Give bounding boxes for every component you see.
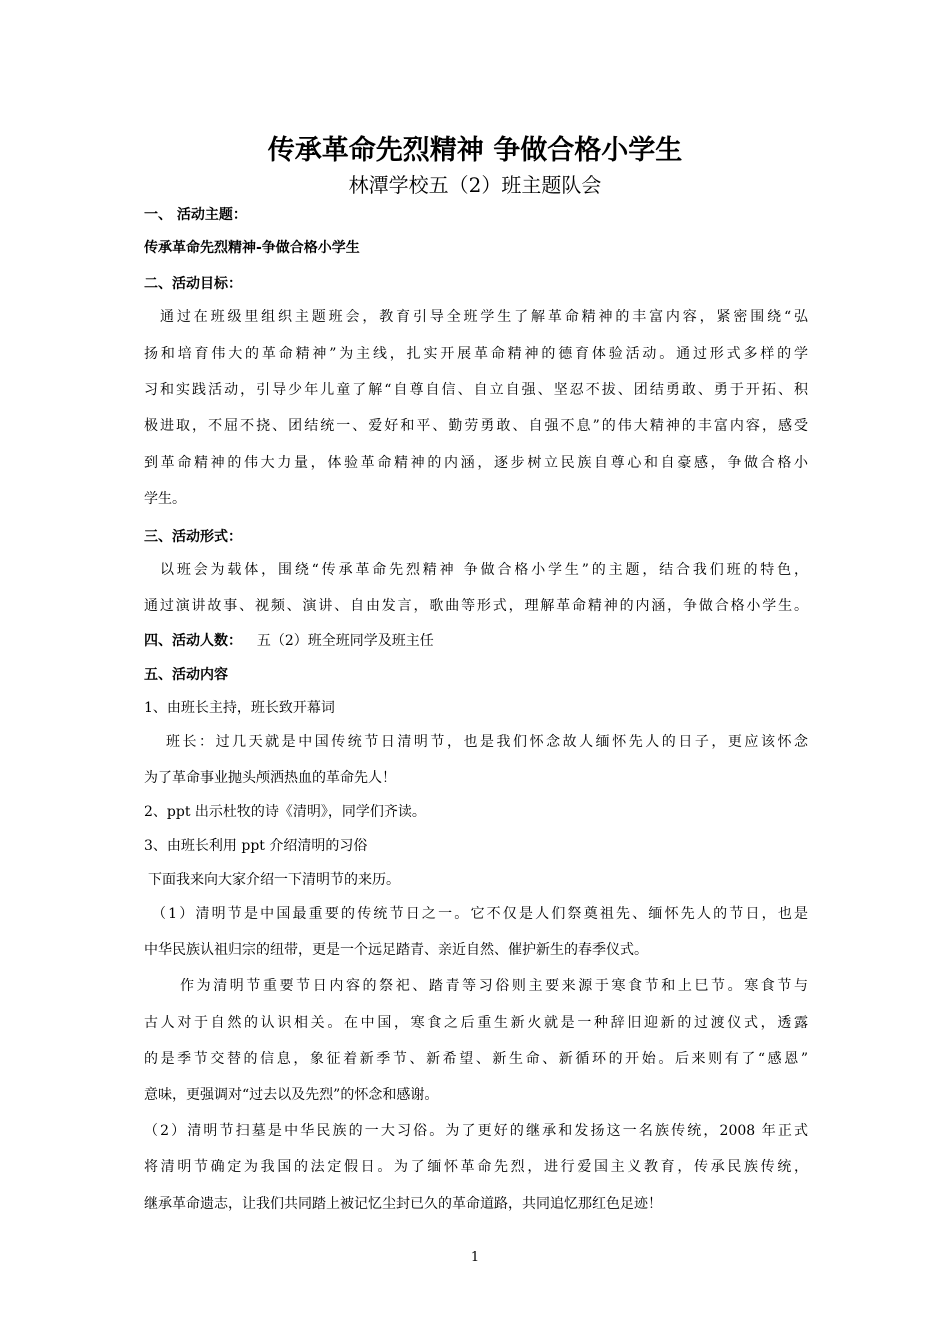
- content-line: 将清明节确定为我国的法定假日。为了缅怀革命先烈，进行爱国主义教育，传承民族传统，: [144, 1159, 808, 1175]
- activity-theme: 传承革命先烈精神-争做合格小学生: [144, 240, 360, 256]
- section-heading-4: [144, 631, 808, 651]
- content-line: 中华民族认祖归宗的纽带，更是一个远足踏青、亲近自然、催护新生的春季仪式。: [144, 942, 648, 958]
- content-line: 1、由班长主持，班长致开幕词: [144, 700, 335, 716]
- page-number: 1: [470, 1250, 480, 1265]
- content-line: 2、ppt 出示杜牧的诗《清明》，同学们齐读。: [144, 804, 426, 820]
- content-line: 为了革命事业抛头颅洒热血的革命先人！: [144, 770, 396, 786]
- content-line: （1）清明节是中国最重要的传统节日之一。它不仅是人们祭奠祖先、缅怀先人的节日，也是: [152, 906, 808, 922]
- paragraph-line: 习和实践活动，引导少年儿童了解“自尊自信、自立自强、坚忍不拔、团结勇敢、勇于开拓、积: [144, 382, 808, 398]
- content-line: 班长：过几天就是中国传统节日清明节，也是我们怀念故人缅怀先人的日子，更应该怀念: [166, 734, 808, 750]
- paragraph-line: 通过在班级里组织主题班会，教育引导全班学生了解革命精神的丰富内容，紧密围绕“弘: [160, 309, 808, 325]
- content-line: 的是季节交替的信息，象征着新季节、新希望、新生命、新循环的开始。后来则有了“感恩”: [144, 1051, 808, 1067]
- paragraph-line: 学生。: [144, 491, 186, 507]
- content-line: （2）清明节扫墓是中华民族的一大习俗。为了更好的继承和发扬这一名族传统，2008 年正式: [144, 1123, 808, 1139]
- section-heading-3: 三、活动形式：: [144, 529, 242, 545]
- content-line: 继承革命遗志，让我们共同踏上被记忆尘封已久的革命道路，共同追忆那红色足迹！: [144, 1196, 662, 1212]
- content-line: 3、由班长利用 ppt 介绍清明的习俗: [144, 838, 368, 854]
- content-line: 作为清明节重要节日内容的祭祀、踏青等习俗则主要来源于寒食节和上巳节。寒食节与: [180, 978, 808, 994]
- paragraph-line: 通过演讲故事、视频、演讲、自由发言，歌曲等形式，理解革命精神的内涵，争做合格小学生。: [144, 598, 808, 614]
- content-line: 下面我来向大家介绍一下清明节的来历。: [148, 872, 400, 888]
- section-heading-1: 一、 活动主题：: [144, 207, 247, 223]
- document-subtitle: 林潭学校五（2）班主题队会: [348, 173, 602, 197]
- section-heading-4-label: 四、活动人数：: [144, 633, 242, 649]
- content-line: 古人对于自然的认识相关。在中国，寒食之后重生新火就是一种辞旧迎新的过渡仪式，透露: [144, 1015, 808, 1031]
- section-heading-2: 二、活动目标：: [144, 276, 242, 292]
- paragraph-line: 到革命精神的伟大力量，体验革命精神的内涵，逐步树立民族自尊心和自豪感，争做合格小: [144, 455, 808, 471]
- document-title: 传承革命先烈精神 争做合格小学生: [267, 135, 683, 166]
- paragraph-line: 极进取，不屈不挠、团结统一、爱好和平、勤劳勇敢、自强不息”的伟大精神的丰富内容，感受: [144, 418, 808, 434]
- section-heading-5: 五、活动内容: [144, 667, 228, 683]
- participants-value: 五（2）班全班同学及班主任: [256, 633, 434, 649]
- content-line: 意味，更强调对“过去以及先烈”的怀念和感谢。: [144, 1087, 439, 1103]
- paragraph-line: 扬和培育伟大的革命精神”为主线，扎实开展革命精神的德育体验活动。通过形式多样的学: [144, 346, 808, 362]
- paragraph-line: 以班会为载体，围绕“传承革命先烈精神 争做合格小学生”的主题，结合我们班的特色，: [160, 562, 808, 578]
